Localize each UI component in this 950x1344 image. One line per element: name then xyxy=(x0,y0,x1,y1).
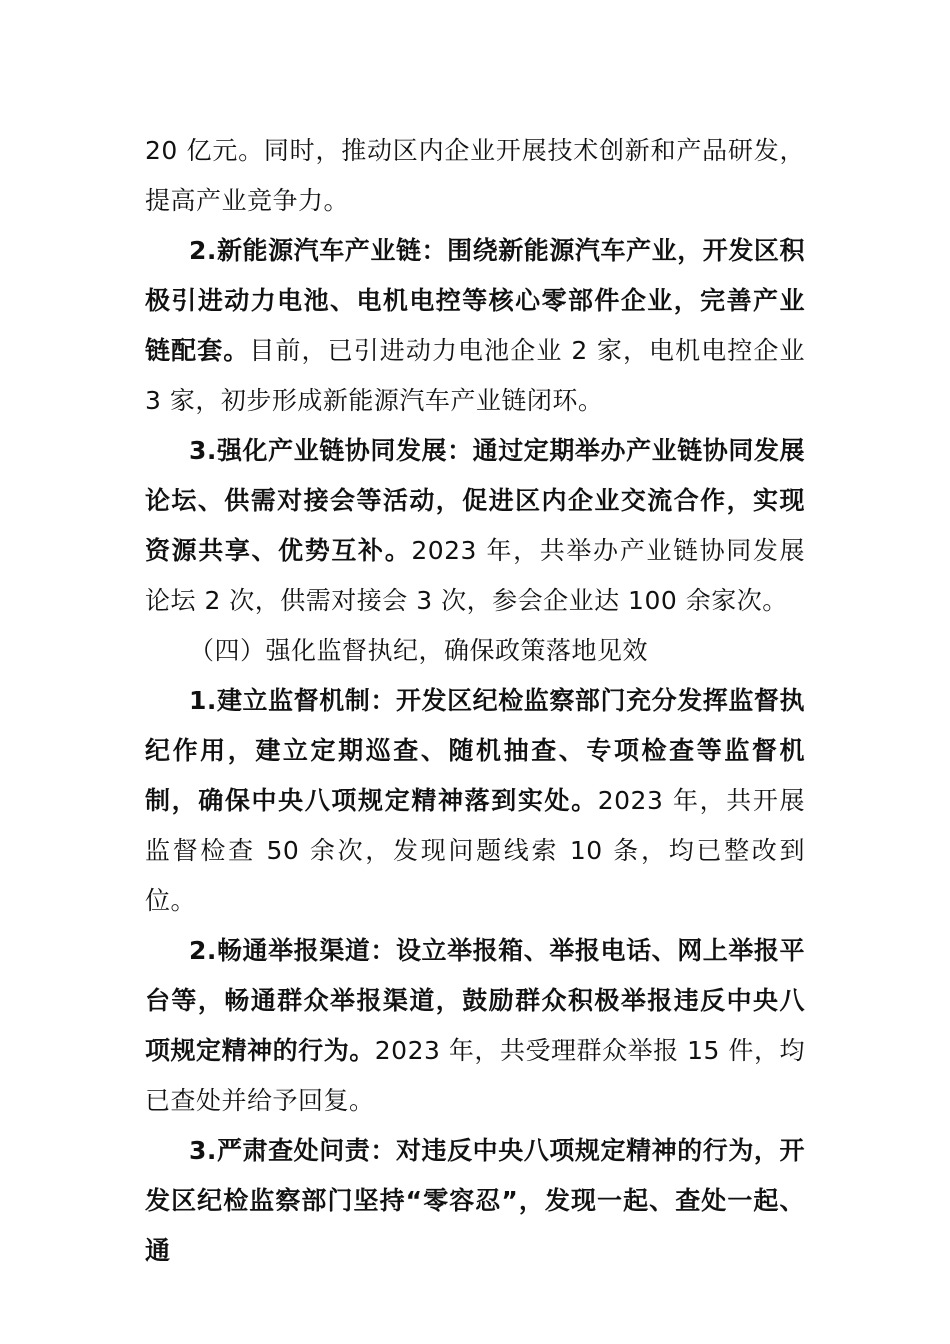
document-page xyxy=(145,126,805,1276)
paragraph-chain-collaboration xyxy=(145,426,805,626)
paragraph-continuation xyxy=(145,126,805,226)
paragraph-bold-lead: 2.畅通举报渠道：设立举报箱、举报电话、网上举报平台等，畅通群众举报渠道，鼓励群众积极举报违反中央八项规定精神的行为。 xyxy=(145,936,805,1065)
paragraph-accountability xyxy=(145,1126,805,1276)
paragraph-report-channels xyxy=(145,926,805,1126)
paragraph-supervision-mechanism xyxy=(145,676,805,926)
paragraph-bold-lead: 2.新能源汽车产业链：围绕新能源汽车产业，开发区积极引进动力电池、电机电控等核心零部件企业，完善产业链配套。 xyxy=(145,236,805,365)
paragraph-bold-lead: 1.建立监督机制：开发区纪检监察部门充分发挥监督执纪作用，建立定期巡查、随机抽查、专项检查等监督机制，确保中央八项规定精神落到实处。 xyxy=(145,686,805,815)
paragraph-text: 目前，已引进动力电池企业 2 家，电机电控企业 3 家，初步形成新能源汽车产业链闭环。 xyxy=(145,336,805,415)
paragraph-bold-lead: 3.严肃查处问责：对违反中央八项规定精神的行为，开发区纪检监察部门坚持“零容忍”，发现一起、查处一起、通 xyxy=(145,1136,805,1265)
paragraph-text: 2023 年，共举办产业链协同发展论坛 2 次，供需对接会 3 次，参会企业达 100 余家次。 xyxy=(145,536,805,615)
paragraph-text: 2023 年，共受理群众举报 15 件，均已查处并给予回复。 xyxy=(145,1036,805,1115)
paragraph-text: 20 亿元。同时，推动区内企业开展技术创新和产品研发，提高产业竞争力。 xyxy=(145,136,805,215)
section-heading: （四）强化监督执纪，确保政策落地见效 xyxy=(189,636,649,665)
paragraph-text: 2023 年，共开展监督检查 50 余次，发现问题线索 10 条，均已整改到位。 xyxy=(145,786,805,915)
paragraph-new-energy-chain xyxy=(145,226,805,426)
paragraph-bold-lead: 3.强化产业链协同发展：通过定期举办产业链协同发展论坛、供需对接会等活动，促进区内企业交流合作，实现资源共享、优势互补。 xyxy=(145,436,805,565)
